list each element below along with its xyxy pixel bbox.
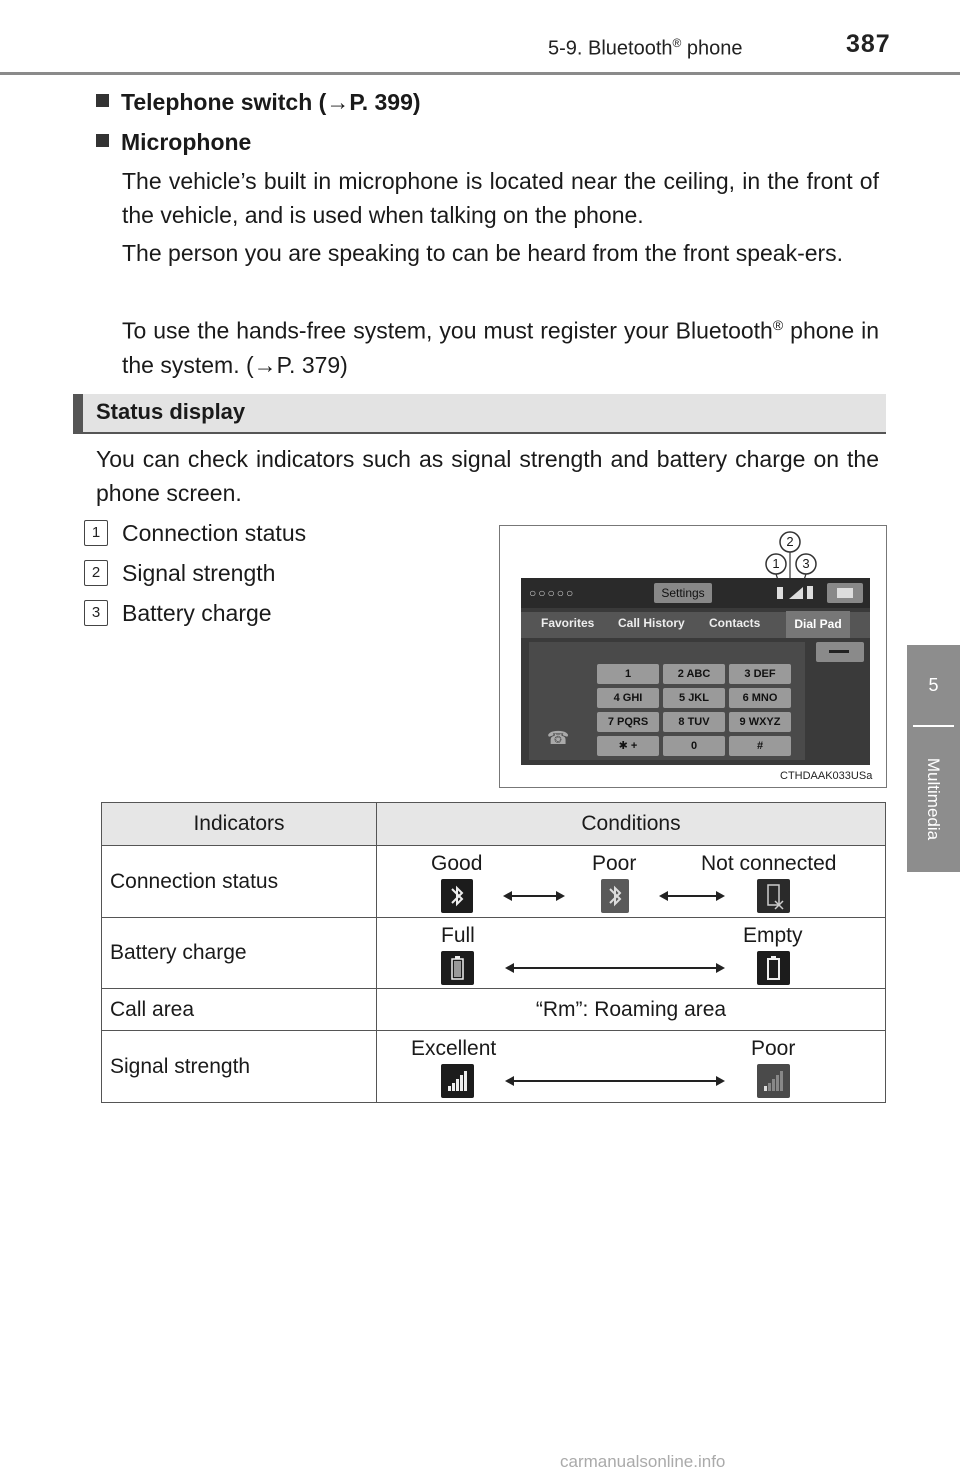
keypad-key[interactable]: 4 GHI [597, 688, 659, 708]
condition-excellent: Excellent [411, 1037, 497, 1060]
telephone-switch-title: Telephone switch ( [121, 89, 327, 115]
keypad-key[interactable]: # [729, 736, 791, 756]
watermark: carmanualsonline.info [560, 1452, 726, 1471]
keypad-key[interactable]: 9 WXYZ [729, 712, 791, 732]
screen-tab-contacts[interactable]: Contacts [709, 616, 761, 630]
status-intro: You can check indicators such as signal strength and battery charge on the phone screen. [96, 446, 879, 506]
keypad-key[interactable]: 0 [663, 736, 725, 756]
screen-tab-dial-pad[interactable]: Dial Pad [786, 611, 850, 638]
range-arrow [507, 1080, 723, 1082]
section-heading-title: Status display [96, 399, 246, 424]
header-indicators: Indicators [102, 803, 377, 846]
header-section-title [548, 36, 743, 61]
row-conditions-battery [377, 918, 886, 989]
telephone-switch-heading [96, 89, 421, 116]
keypad-key[interactable]: 1 [597, 664, 659, 684]
header-conditions: Conditions [377, 803, 886, 846]
table-row [102, 1031, 886, 1103]
keypad-key[interactable]: 2 ABC [663, 664, 725, 684]
number-badge-3: 3 [84, 600, 108, 626]
callout-1-label: 1 [772, 556, 780, 571]
bluetooth-icon [441, 879, 473, 913]
row-conditions-signal [377, 1031, 886, 1103]
microphone-heading [96, 129, 251, 156]
condition-good: Good [431, 852, 483, 875]
telephone-switch-ref[interactable]: P. 399) [349, 89, 421, 115]
registered-mark: ® [772, 317, 784, 333]
screen-mail-button[interactable] [827, 583, 863, 603]
page-ref-arrow-icon: → [326, 89, 350, 115]
keypad-key[interactable]: 8 TUV [663, 712, 725, 732]
figure-caption: CTHDAAK033USa [780, 770, 873, 782]
condition-signal-poor: Poor [751, 1037, 796, 1060]
section-prefix: 5-9. Bluetooth [548, 37, 673, 60]
microphone-title: Microphone [121, 129, 252, 155]
microphone-para-3 [122, 308, 879, 382]
list-item-connection-status: Connection status [122, 520, 307, 546]
screen-tab-favorites[interactable]: Favorites [541, 616, 595, 630]
range-arrow [661, 895, 723, 897]
condition-not-connected: Not connected [701, 852, 837, 875]
table-row [102, 918, 886, 989]
list-item-battery-charge: Battery charge [122, 600, 272, 626]
keypad-key[interactable]: ✱ + [597, 736, 659, 756]
row-label-battery-charge: Battery charge [102, 918, 377, 989]
keypad-key[interactable]: 6 MNO [729, 688, 791, 708]
callout-2-label: 2 [786, 534, 794, 549]
page-ref-arrow-icon: → [253, 351, 277, 378]
para3-page-ref[interactable]: P. 379) [276, 351, 348, 378]
mail-icon [837, 588, 853, 598]
battery-empty-icon [757, 951, 790, 985]
section-suffix: phone [681, 37, 743, 60]
para3-text-b: phone in the system. ( [122, 317, 879, 378]
head-unit-screen [521, 578, 870, 765]
handset-icon[interactable]: ☎ [547, 728, 570, 748]
table-header-row [102, 803, 886, 846]
header-rule [0, 72, 960, 75]
signal-full-icon [441, 1064, 474, 1098]
phone-disconnected-icon [757, 879, 790, 913]
row-label-call-area: Call area [102, 989, 377, 1031]
condition-full: Full [441, 924, 475, 947]
signal-dots-icon: ○○○○○ [529, 586, 576, 600]
list-item-signal-strength: Signal strength [122, 560, 276, 586]
keypad-key[interactable]: 5 JKL [663, 688, 725, 708]
status-table [101, 802, 886, 1103]
screen-signal-indicator-icon [789, 587, 803, 599]
microphone-para-1: The vehicle’s built in microphone is located near the ceiling, in the front of the vehicle, and is used when talking on the phone. [122, 168, 879, 228]
section-heading-rule [73, 432, 886, 434]
back-arrow-icon [829, 650, 849, 653]
row-label-signal-strength: Signal strength [102, 1031, 377, 1103]
chapter-number: 5 [928, 675, 939, 695]
screen-battery-indicator-icon [807, 586, 813, 599]
signal-low-icon [757, 1064, 790, 1098]
number-badge-1: 1 [84, 520, 108, 546]
keypad-key[interactable]: 7 PQRS [597, 712, 659, 732]
table-row [102, 989, 886, 1031]
table-row [102, 846, 886, 918]
range-arrow [507, 967, 723, 969]
row-conditions-connection [377, 846, 886, 918]
condition-poor: Poor [592, 852, 637, 875]
para3-text-a: To use the hands-free system, you must register your Bluetooth [122, 317, 773, 344]
condition-roaming: “Rm”: Roaming area [377, 989, 886, 1031]
side-tab-divider [913, 725, 954, 727]
microphone-para-2: The person you are speaking to can be heard from the front speak-ers. [122, 240, 844, 266]
bullet-square-icon [96, 94, 109, 107]
bluetooth-dim-icon [601, 879, 629, 913]
condition-empty: Empty [743, 924, 803, 947]
row-label-connection-status: Connection status [102, 846, 377, 918]
section-heading-accent [73, 394, 83, 432]
chapter-name-text: Multimedia [924, 757, 944, 841]
page-number: 387 [846, 30, 891, 58]
bullet-square-icon [96, 134, 109, 147]
keypad-key[interactable]: 3 DEF [729, 664, 791, 684]
screen-settings-button[interactable]: Settings [654, 583, 712, 603]
screen-bluetooth-indicator-icon [777, 587, 783, 599]
screen-tab-call-history[interactable]: Call History [618, 616, 685, 630]
registered-mark: ® [672, 36, 682, 50]
chapter-name [907, 730, 960, 868]
battery-full-icon [441, 951, 474, 985]
callout-3-label: 3 [802, 556, 810, 571]
number-badge-2: 2 [84, 560, 108, 586]
range-arrow [505, 895, 563, 897]
screen-back-button[interactable] [816, 642, 864, 662]
